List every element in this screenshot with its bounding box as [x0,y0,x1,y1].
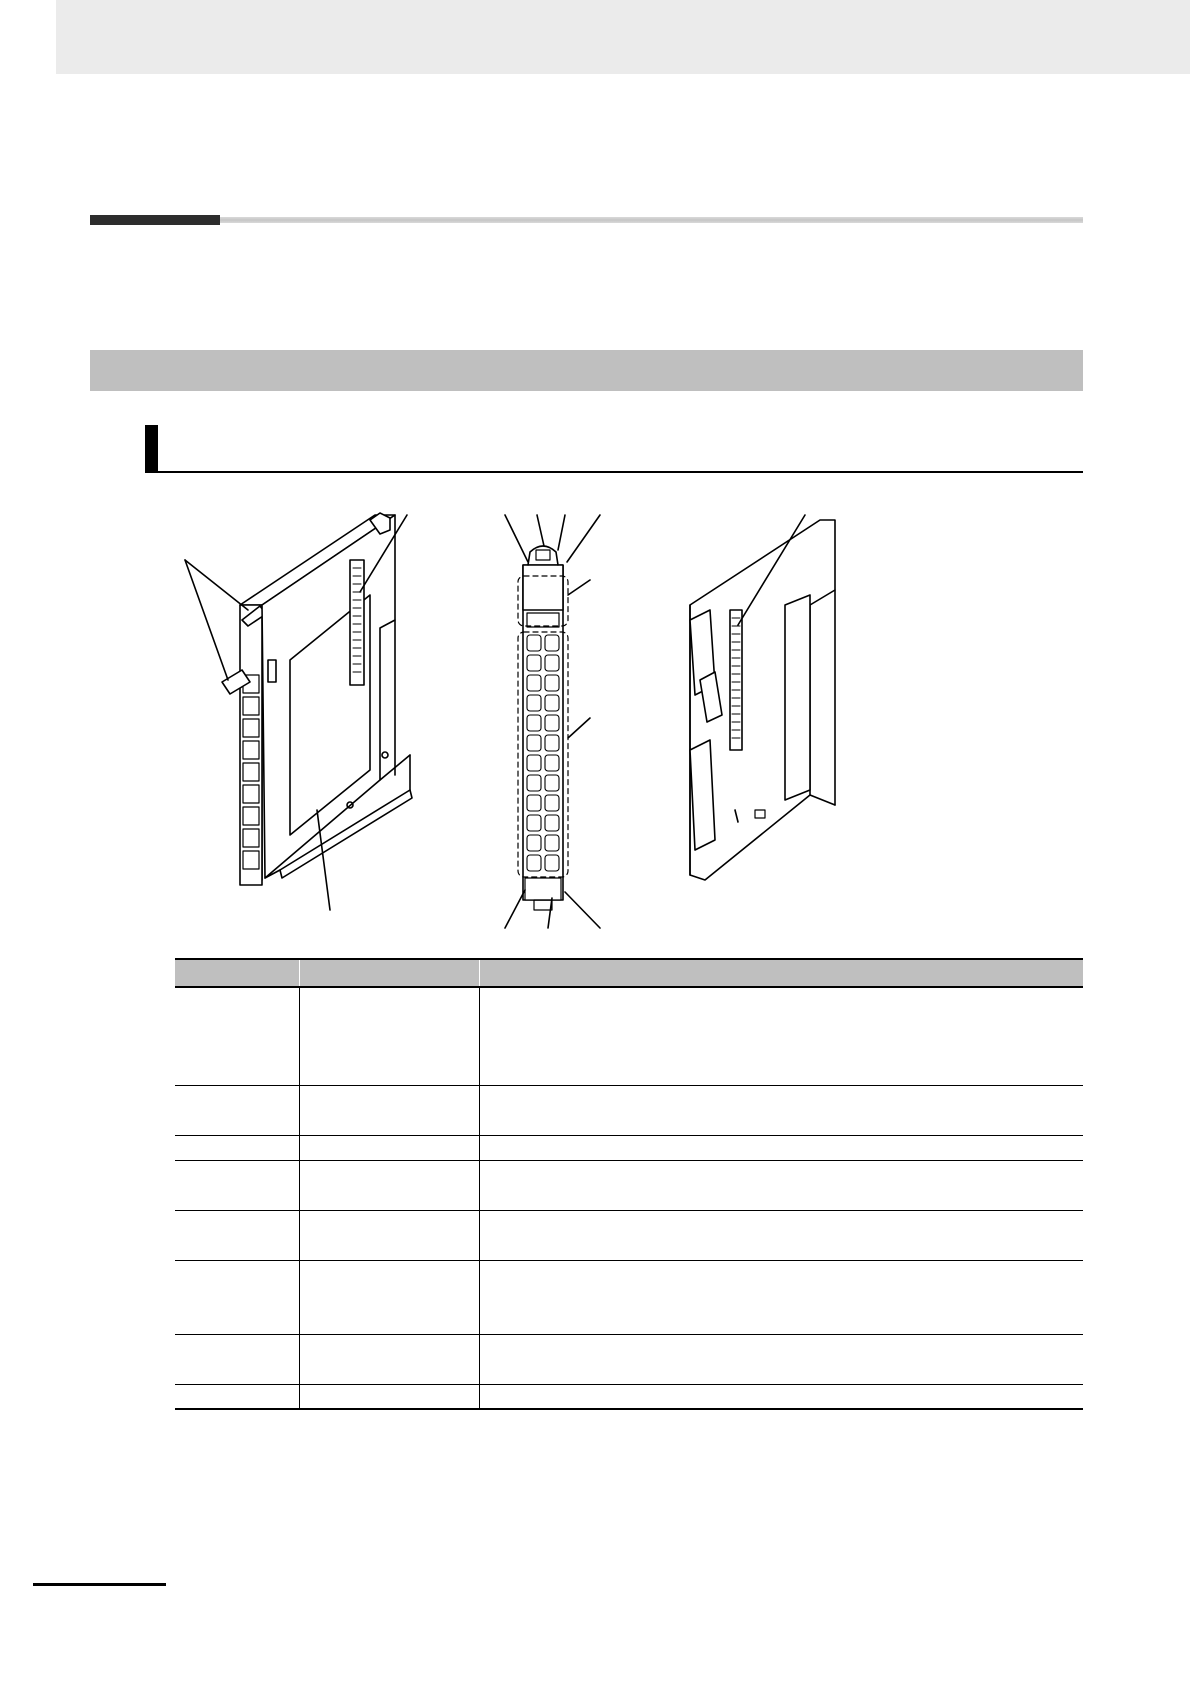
table-cell [299,1260,479,1334]
subsection-heading [145,425,1083,473]
parts-table [175,958,1083,1410]
table-cell [299,1210,479,1260]
chapter-rule-accent [90,215,220,225]
table-row [175,1260,1083,1334]
table-cell [479,1260,1083,1334]
table-cell [175,1135,299,1160]
table-row [175,1135,1083,1160]
front-left-iso-view [185,513,412,910]
table-cell [479,1384,1083,1409]
table-cell [175,987,299,1085]
table-cell [479,1085,1083,1135]
right-side-iso-view [690,515,835,880]
table-row [175,1160,1083,1210]
table-cell [175,1334,299,1384]
table-row [175,1334,1083,1384]
chapter-rule [90,215,1083,225]
table-cell [479,1135,1083,1160]
table-row [175,1210,1083,1260]
table-cell [175,1160,299,1210]
table-cell [175,1085,299,1135]
table-cell [175,1260,299,1334]
table-header-cell [299,959,479,987]
chapter-rule-line [220,217,1083,223]
table-cell [299,987,479,1085]
footer-rule [33,1583,166,1586]
table-row [175,987,1083,1085]
table-cell [299,1085,479,1135]
front-terminal-view [505,515,600,928]
table-header-cell [479,959,1083,987]
section-heading-bar [90,350,1083,391]
table-cell [299,1160,479,1210]
table-cell [299,1135,479,1160]
table-cell [299,1384,479,1409]
table-cell [479,1160,1083,1210]
table-header-row [175,959,1083,987]
page-header-band [56,0,1190,74]
table-row [175,1384,1083,1409]
table-cell [479,1334,1083,1384]
table-cell [479,987,1083,1085]
table-cell [479,1210,1083,1260]
table-row [175,1085,1083,1135]
unit-figure [170,510,930,930]
subsection-marker [145,425,158,471]
table-cell [175,1210,299,1260]
table-cell [175,1384,299,1409]
table-header-cell [175,959,299,987]
table-cell [299,1334,479,1384]
